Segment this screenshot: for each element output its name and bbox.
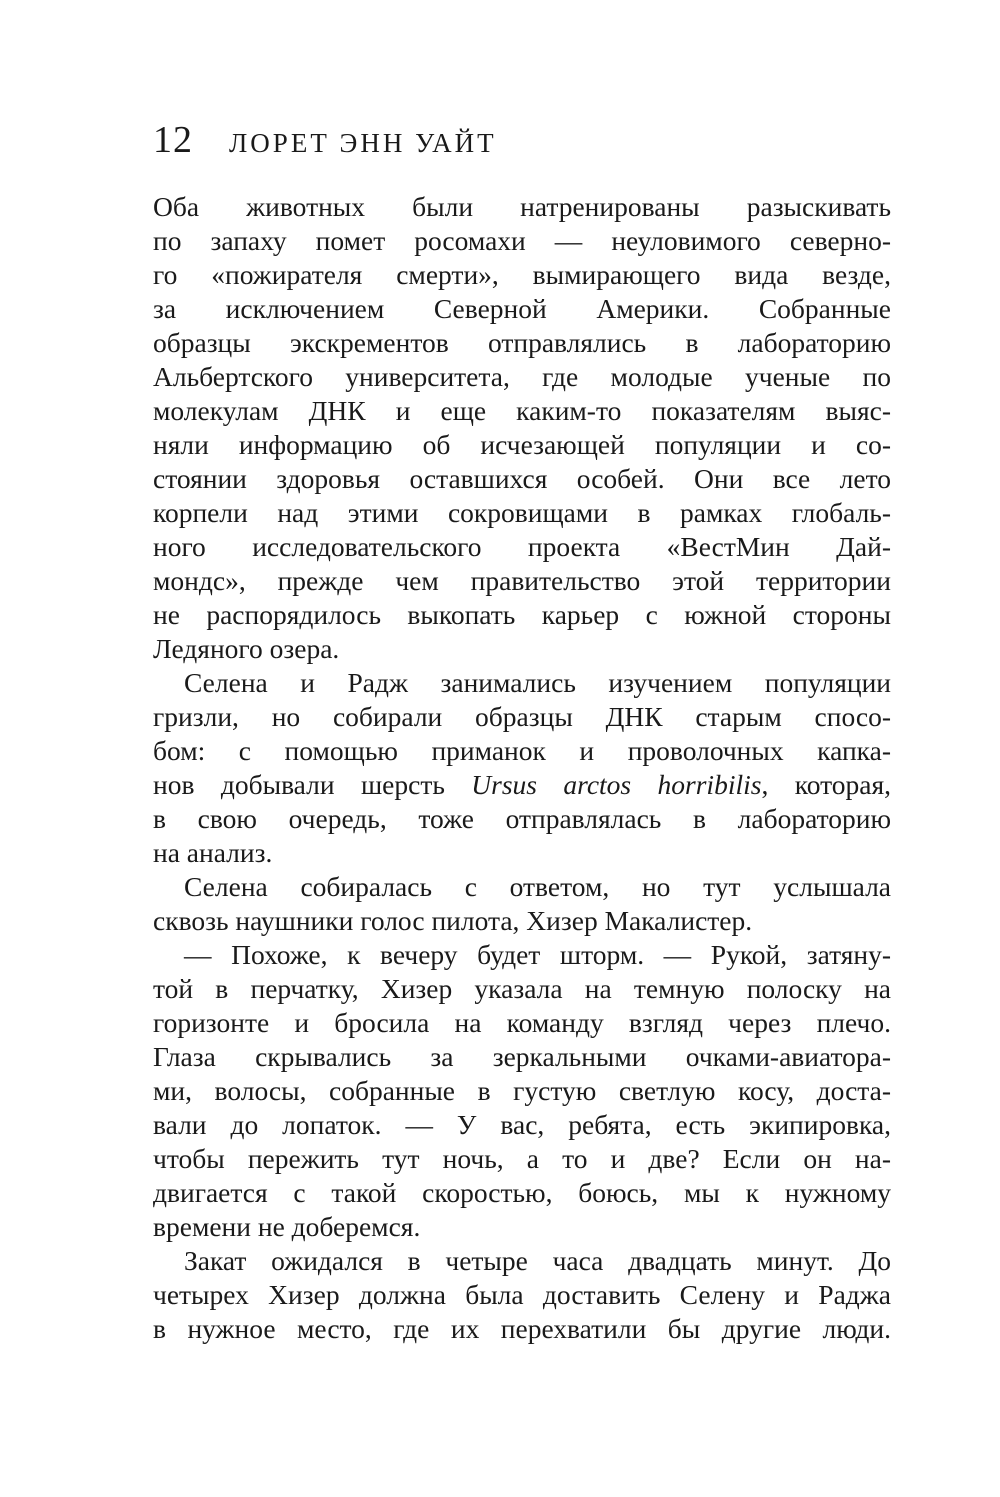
text-line: на анализ. [153, 837, 273, 868]
text-line: Селена и Радж занимались изучением популяции [184, 667, 891, 698]
text-line: Альбертского университета, где молодые ученые по [153, 361, 891, 392]
text-line: ми, волосы, собранные в густую светлую косу, доста- [153, 1075, 891, 1106]
text-line: в свою очередь, тоже отправлялась в лабораторию [153, 803, 891, 834]
text-line: сквозь наушники голос пилота, Хизер Макалистер. [153, 905, 753, 936]
text-line: корпели над этими сокровищами в рамках глобаль- [153, 497, 891, 528]
page-number: 12 [153, 119, 193, 161]
text-line: образцы экскрементов отправлялись в лабораторию [153, 327, 891, 358]
text-line: Селена собиралась с ответом, но тут услышала [184, 871, 891, 902]
text-line: бом: с помощью приманок и проволочных капка- [153, 735, 891, 766]
text-line: двигается с такой скоростью, боюсь, мы к нужному [153, 1177, 891, 1208]
text-fragment: нов добывали шерсть [153, 769, 472, 800]
text-line: Глаза скрывались за зеркальными очками-авиатора- [153, 1041, 891, 1072]
text-fragment: , которая, [761, 769, 891, 800]
page-header [153, 118, 497, 174]
text-line: гризли, но собирали образцы ДНК старым спосо- [153, 701, 891, 732]
text-line: Оба животных были натренированы разыскивать [153, 191, 891, 222]
text-line: чтобы пережить тут ночь, а то и две? Если он на- [153, 1143, 891, 1174]
text-line: молекулам ДНК и еще каким-то показателям выяс- [153, 395, 891, 426]
text-line: той в перчатку, Хизер указала на темную полоску на [153, 973, 891, 1004]
text-line: горизонте и бросила на команду взгляд через плечо. [153, 1007, 891, 1038]
text-line: го «пожирателя смерти», вымирающего вида везде, [153, 259, 891, 290]
text-line: в нужное место, где их перехватили бы другие люди. [153, 1313, 891, 1344]
text-line: Закат ожидался в четыре часа двадцать минут. До [184, 1245, 891, 1276]
text-line: ного исследовательского проекта «ВестМин Дай- [153, 531, 891, 562]
text-line: мондс», прежде чем правительство этой территории [153, 565, 891, 596]
running-head: ЛОРЕТ ЭНН УАЙТ [229, 128, 497, 158]
text-line: времени не доберемся. [153, 1211, 421, 1242]
text-line: по запаху помет росомахи — неуловимого северно- [153, 225, 891, 256]
body-text [153, 190, 891, 1346]
text-line: — Похоже, к вечеру будет шторм. — Рукой, затяну- [184, 939, 891, 970]
text-line: за исключением Северной Америки. Собранные [153, 293, 891, 324]
text-line-with-latin-name [153, 768, 891, 802]
text-line: не распорядилось выкопать карьер с южной стороны [153, 599, 891, 630]
text-line: няли информацию об исчезающей популяции и со- [153, 429, 891, 460]
text-line: вали до лопаток. — У вас, ребята, есть экипировка, [153, 1109, 891, 1140]
text-line: четырех Хизер должна была доставить Селену и Раджа [153, 1279, 891, 1310]
text-line: Ледяного озера. [153, 633, 340, 664]
latin-species-name: Ursus arctos horribilis [471, 769, 762, 800]
text-line: стоянии здоровья оставшихся особей. Они все лето [153, 463, 891, 494]
